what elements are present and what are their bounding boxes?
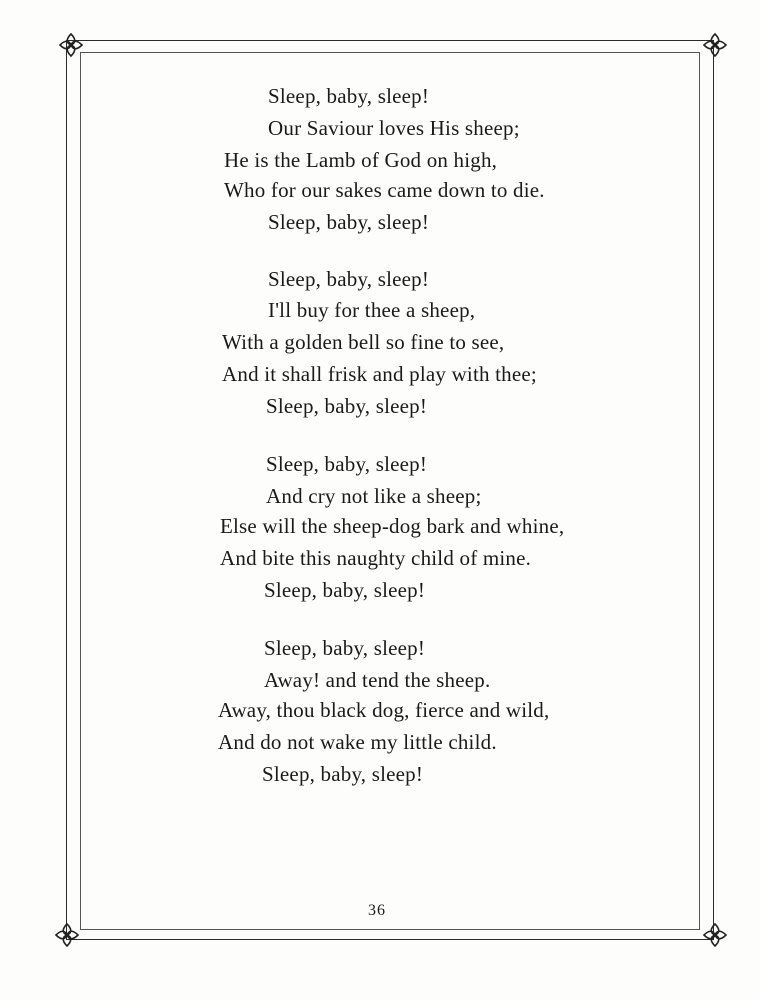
poem-line: I'll buy for thee a sheep, bbox=[268, 298, 476, 322]
poem-line: Else will the sheep-dog bark and whine, bbox=[220, 514, 565, 538]
poem-line: And it shall frisk and play with thee; bbox=[222, 362, 537, 386]
poem-line: Our Saviour loves His sheep; bbox=[268, 116, 520, 140]
poem-line: Sleep, baby, sleep! bbox=[268, 267, 430, 291]
poem-line: Sleep, baby, sleep! bbox=[266, 394, 428, 418]
poem-line: Sleep, baby, sleep! bbox=[268, 84, 430, 108]
poem-line: And cry not like a sheep; bbox=[266, 484, 482, 508]
poem-line: Sleep, baby, sleep! bbox=[264, 578, 426, 602]
corner-ornament-icon bbox=[700, 30, 730, 60]
poem-line: Sleep, baby, sleep! bbox=[268, 210, 430, 234]
poem-line: With a golden bell so fine to see, bbox=[222, 330, 505, 354]
poem-line: Sleep, baby, sleep! bbox=[264, 636, 426, 660]
poem-line: Who for our sakes came down to die. bbox=[224, 178, 545, 202]
poem-line: Away! and tend the sheep. bbox=[264, 668, 491, 692]
poem-line: Sleep, baby, sleep! bbox=[266, 452, 428, 476]
poem-line: And bite this naughty child of mine. bbox=[220, 546, 532, 570]
poem-line: Sleep, baby, sleep! bbox=[262, 762, 424, 786]
page-number: 36 bbox=[368, 902, 386, 919]
poem-line: He is the Lamb of God on high, bbox=[224, 148, 498, 172]
poem-line: Away, thou black dog, fierce and wild, bbox=[218, 698, 550, 722]
corner-ornament-icon bbox=[52, 920, 82, 950]
corner-ornament-icon bbox=[700, 920, 730, 950]
poem-line: And do not wake my little child. bbox=[218, 730, 497, 754]
corner-ornament-icon bbox=[56, 30, 86, 60]
